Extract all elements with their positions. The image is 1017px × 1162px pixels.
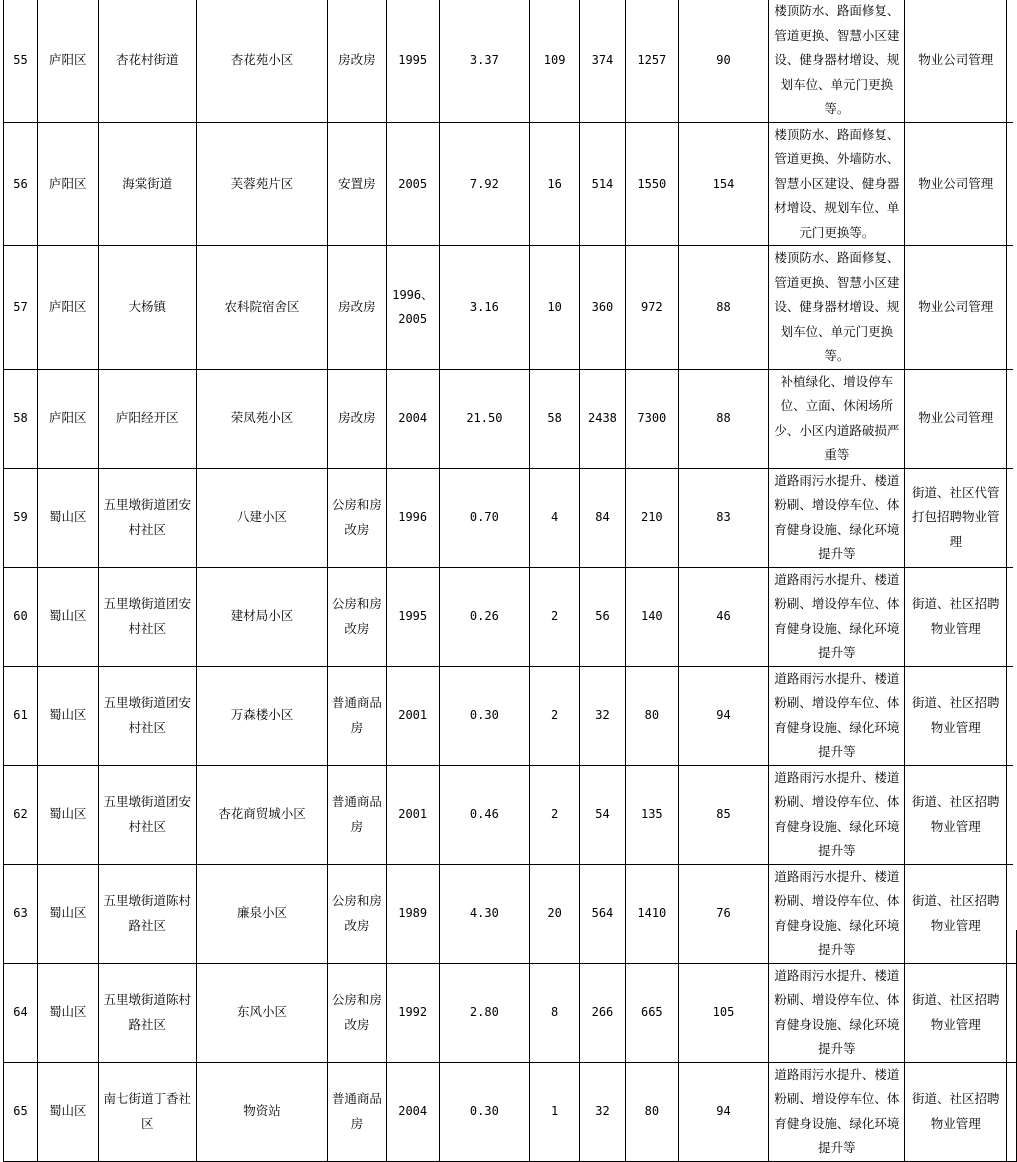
build-year-cell: 2004 — [386, 1062, 439, 1161]
community-name-cell: 杏花苑小区 — [196, 0, 327, 122]
management-cell: 街道、社区招聘物业管理 — [905, 666, 1006, 765]
housing-type-cell: 公房和房改房 — [328, 963, 387, 1062]
row-number: 63 — [4, 864, 38, 963]
street-cell: 南七街道丁香社区 — [98, 1062, 196, 1161]
build-year-cell: 1995 — [386, 567, 439, 666]
street-cell: 五里墩街道陈村路社区 — [98, 963, 196, 1062]
district-cell: 蜀山区 — [37, 468, 98, 567]
management-cell: 街道、社区招聘物业管理 — [905, 1062, 1006, 1161]
household-count-cell: 32 — [580, 666, 626, 765]
management-cell: 物业公司管理 — [905, 122, 1006, 246]
building-count-cell: 10 — [530, 246, 580, 370]
investment-cell: 46 — [678, 567, 769, 666]
build-year-cell: 1996 — [386, 468, 439, 567]
street-cell: 五里墩街道团安村社区 — [98, 468, 196, 567]
household-count-cell: 54 — [580, 765, 626, 864]
resident-count-cell: 7300 — [625, 369, 678, 468]
community-name-cell: 荣凤苑小区 — [196, 369, 327, 468]
building-area-cell: 7.92 — [439, 122, 530, 246]
table-row — [4, 567, 1017, 666]
community-name-cell: 万森楼小区 — [196, 666, 327, 765]
investment-cell: 76 — [678, 864, 769, 963]
investment-cell: 94 — [678, 1062, 769, 1161]
renovation-content-cell: 道路雨污水提升、楼道粉刷、增设停车位、体育健身设施、绿化环境提升等 — [769, 567, 905, 666]
resident-count-cell: 1550 — [625, 122, 678, 246]
community-name-cell: 八建小区 — [196, 468, 327, 567]
renovation-content-cell: 补植绿化、增设停车位、立面、休闲场所少、小区内道路破损严重等 — [769, 369, 905, 468]
renovation-content-cell: 道路雨污水提升、楼道粉刷、增设停车位、体育健身设施、绿化环境提升等 — [769, 963, 905, 1062]
investment-cell: 85 — [678, 765, 769, 864]
district-cell: 蜀山区 — [37, 765, 98, 864]
street-cell: 五里墩街道团安村社区 — [98, 765, 196, 864]
trailing-cell — [1006, 963, 1016, 1062]
management-cell: 物业公司管理 — [905, 246, 1006, 370]
table-row — [4, 765, 1017, 864]
build-year-cell: 1989 — [386, 864, 439, 963]
page-edge — [1013, 0, 1017, 930]
management-cell: 物业公司管理 — [905, 369, 1006, 468]
management-cell: 街道、社区招聘物业管理 — [905, 765, 1006, 864]
renovation-content-cell: 楼顶防水、路面修复、管道更换、外墙防水、智慧小区建设、健身器材增设、规划车位、单元门更换等。 — [769, 122, 905, 246]
build-year-cell: 1996、2005 — [386, 246, 439, 370]
street-cell: 五里墩街道团安村社区 — [98, 567, 196, 666]
household-count-cell: 374 — [580, 0, 626, 122]
row-number: 60 — [4, 567, 38, 666]
building-count-cell: 58 — [530, 369, 580, 468]
table-row — [4, 666, 1017, 765]
district-cell: 蜀山区 — [37, 1062, 98, 1161]
build-year-cell: 2004 — [386, 369, 439, 468]
renovation-content-cell: 道路雨污水提升、楼道粉刷、增设停车位、体育健身设施、绿化环境提升等 — [769, 765, 905, 864]
community-name-cell: 东风小区 — [196, 963, 327, 1062]
table-row — [4, 864, 1017, 963]
building-area-cell: 0.46 — [439, 765, 530, 864]
district-cell: 庐阳区 — [37, 0, 98, 122]
household-count-cell: 360 — [580, 246, 626, 370]
resident-count-cell: 1410 — [625, 864, 678, 963]
build-year-cell: 1992 — [386, 963, 439, 1062]
table-row — [4, 122, 1017, 246]
building-count-cell: 2 — [530, 765, 580, 864]
management-cell: 街道、社区招聘物业管理 — [905, 963, 1006, 1062]
trailing-cell — [1006, 1062, 1016, 1161]
building-count-cell: 109 — [530, 0, 580, 122]
resident-count-cell: 80 — [625, 1062, 678, 1161]
renovation-content-cell: 道路雨污水提升、楼道粉刷、增设停车位、体育健身设施、绿化环境提升等 — [769, 468, 905, 567]
housing-type-cell: 公房和房改房 — [328, 864, 387, 963]
build-year-cell: 2005 — [386, 122, 439, 246]
building-count-cell: 20 — [530, 864, 580, 963]
housing-type-cell: 安置房 — [328, 122, 387, 246]
investment-cell: 90 — [678, 0, 769, 122]
household-count-cell: 266 — [580, 963, 626, 1062]
management-cell: 街道、社区招聘物业管理 — [905, 567, 1006, 666]
management-cell: 街道、社区招聘物业管理 — [905, 864, 1006, 963]
resident-count-cell: 1257 — [625, 0, 678, 122]
building-area-cell: 0.70 — [439, 468, 530, 567]
build-year-cell: 2001 — [386, 666, 439, 765]
household-count-cell: 84 — [580, 468, 626, 567]
housing-type-cell: 房改房 — [328, 369, 387, 468]
table-row — [4, 1062, 1017, 1161]
management-cell: 物业公司管理 — [905, 0, 1006, 122]
street-cell: 海棠街道 — [98, 122, 196, 246]
building-count-cell: 1 — [530, 1062, 580, 1161]
building-area-cell: 21.50 — [439, 369, 530, 468]
community-name-cell: 建材局小区 — [196, 567, 327, 666]
district-cell: 蜀山区 — [37, 567, 98, 666]
renovation-content-cell: 道路雨污水提升、楼道粉刷、增设停车位、体育健身设施、绿化环境提升等 — [769, 666, 905, 765]
build-year-cell: 1995 — [386, 0, 439, 122]
renovation-content-cell: 道路雨污水提升、楼道粉刷、增设停车位、体育健身设施、绿化环境提升等 — [769, 1062, 905, 1161]
housing-type-cell: 普通商品房 — [328, 765, 387, 864]
row-number: 59 — [4, 468, 38, 567]
table-body — [4, 0, 1017, 1161]
table-row — [4, 468, 1017, 567]
household-count-cell: 56 — [580, 567, 626, 666]
street-cell: 五里墩街道团安村社区 — [98, 666, 196, 765]
row-number: 57 — [4, 246, 38, 370]
row-number: 61 — [4, 666, 38, 765]
building-count-cell: 16 — [530, 122, 580, 246]
building-area-cell: 3.37 — [439, 0, 530, 122]
community-name-cell: 芙蓉苑片区 — [196, 122, 327, 246]
row-number: 58 — [4, 369, 38, 468]
housing-type-cell: 普通商品房 — [328, 666, 387, 765]
street-cell: 杏花村街道 — [98, 0, 196, 122]
community-name-cell: 杏花商贸城小区 — [196, 765, 327, 864]
housing-type-cell: 房改房 — [328, 246, 387, 370]
row-number: 56 — [4, 122, 38, 246]
household-count-cell: 2438 — [580, 369, 626, 468]
household-count-cell: 32 — [580, 1062, 626, 1161]
building-area-cell: 4.30 — [439, 864, 530, 963]
building-count-cell: 8 — [530, 963, 580, 1062]
investment-cell: 88 — [678, 369, 769, 468]
building-area-cell: 0.30 — [439, 666, 530, 765]
row-number: 64 — [4, 963, 38, 1062]
table-row — [4, 369, 1017, 468]
street-cell: 大杨镇 — [98, 246, 196, 370]
housing-type-cell: 普通商品房 — [328, 1062, 387, 1161]
resident-count-cell: 140 — [625, 567, 678, 666]
resident-count-cell: 972 — [625, 246, 678, 370]
build-year-cell: 2001 — [386, 765, 439, 864]
community-name-cell: 农科院宿舍区 — [196, 246, 327, 370]
row-number: 65 — [4, 1062, 38, 1161]
household-count-cell: 514 — [580, 122, 626, 246]
district-cell: 庐阳区 — [37, 246, 98, 370]
district-cell: 蜀山区 — [37, 864, 98, 963]
street-cell: 庐阳经开区 — [98, 369, 196, 468]
renovation-content-cell: 楼顶防水、路面修复、管道更换、智慧小区建设、健身器材增设、规划车位、单元门更换等。 — [769, 0, 905, 122]
investment-cell: 154 — [678, 122, 769, 246]
building-area-cell: 3.16 — [439, 246, 530, 370]
investment-cell: 88 — [678, 246, 769, 370]
renovation-content-cell: 楼顶防水、路面修复、管道更换、智慧小区建设、健身器材增设、规划车位、单元门更换等。 — [769, 246, 905, 370]
investment-cell: 105 — [678, 963, 769, 1062]
resident-count-cell: 135 — [625, 765, 678, 864]
resident-count-cell: 210 — [625, 468, 678, 567]
resident-count-cell: 665 — [625, 963, 678, 1062]
community-renovation-table — [3, 0, 1017, 1162]
district-cell: 庐阳区 — [37, 369, 98, 468]
investment-cell: 83 — [678, 468, 769, 567]
table-row — [4, 0, 1017, 122]
housing-type-cell: 公房和房改房 — [328, 468, 387, 567]
building-count-cell: 4 — [530, 468, 580, 567]
row-number: 55 — [4, 0, 38, 122]
street-cell: 五里墩街道陈村路社区 — [98, 864, 196, 963]
building-area-cell: 0.26 — [439, 567, 530, 666]
household-count-cell: 564 — [580, 864, 626, 963]
housing-type-cell: 公房和房改房 — [328, 567, 387, 666]
row-number: 62 — [4, 765, 38, 864]
district-cell: 庐阳区 — [37, 122, 98, 246]
table-row — [4, 246, 1017, 370]
resident-count-cell: 80 — [625, 666, 678, 765]
renovation-content-cell: 道路雨污水提升、楼道粉刷、增设停车位、体育健身设施、绿化环境提升等 — [769, 864, 905, 963]
building-area-cell: 2.80 — [439, 963, 530, 1062]
housing-type-cell: 房改房 — [328, 0, 387, 122]
building-area-cell: 0.30 — [439, 1062, 530, 1161]
management-cell: 街道、社区代管打包招聘物业管理 — [905, 468, 1006, 567]
district-cell: 蜀山区 — [37, 963, 98, 1062]
community-name-cell: 物资站 — [196, 1062, 327, 1161]
building-count-cell: 2 — [530, 666, 580, 765]
investment-cell: 94 — [678, 666, 769, 765]
table-row — [4, 963, 1017, 1062]
building-count-cell: 2 — [530, 567, 580, 666]
community-name-cell: 廉泉小区 — [196, 864, 327, 963]
district-cell: 蜀山区 — [37, 666, 98, 765]
